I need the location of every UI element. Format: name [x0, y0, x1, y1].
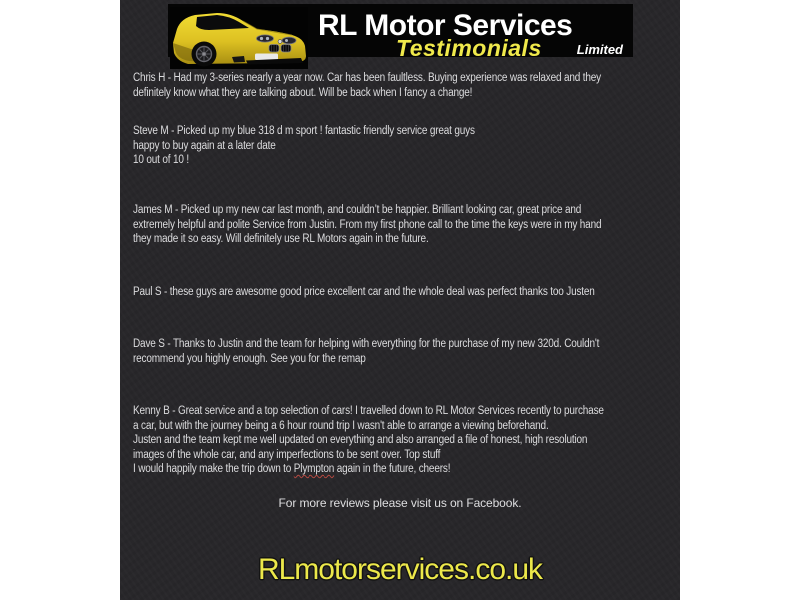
testimonial-line: definitely know what they are talking about. Will be back when I fancy a change!: [133, 86, 473, 99]
testimonial-line: Steve M - Picked up my blue 318 d m sport ! fantastic friendly service great guys: [133, 125, 475, 137]
misspelled-word: Plympton: [293, 463, 335, 475]
testimonial-kenny-b: [133, 404, 604, 477]
yellow-car-image: [170, 7, 308, 69]
testimonial-dave-s: [133, 337, 599, 366]
site-title: RL Motor Services: [318, 9, 573, 42]
testimonial-line: Dave S - Thanks to Justin and the team for helping with everything for the purchase of my new 320d. Couldn't: [133, 338, 600, 350]
testimonial-line: James M - Picked up my new car last month, and couldn’t be happier. Brilliant looking car, great price and: [133, 204, 582, 216]
header-banner: [168, 4, 633, 61]
testimonial-line: Justen and the team kept me well updated on everything and also arranged a file of honest, high resolution: [133, 434, 588, 446]
testimonial-line: a car, but with the journey being a 6 hour round trip I wasn't able to arrange a viewing beforehand.: [133, 419, 549, 432]
testimonial-line: they made it so easy. Will definitely use RL Motors again in the future.: [133, 233, 429, 245]
testimonial-line: Paul S - these guys are awesome good price excellent car and the whole deal was perfect thanks too Justen: [133, 286, 595, 298]
testimonial-line: 10 out of 10 !: [133, 154, 189, 166]
testimonial-line: Kenny B - Great service and a top selection of cars! I travelled down to RL Motor Services recently to purchase: [133, 405, 604, 417]
testimonial-line: I would happily make the trip down to Plympton again in the future, cheers!: [133, 463, 451, 475]
content-panel: [120, 0, 680, 600]
testimonial-line: recommend you highly enough. See you for the remap: [133, 352, 366, 365]
testimonial-james-m: [133, 203, 601, 247]
testimonial-line: Chris H - Had my 3-series nearly a year now. Car has been faultless. Buying experience was relaxed and they: [133, 72, 601, 84]
yellow-car-icon: [170, 7, 308, 69]
testimonial-paul-s: [133, 285, 595, 300]
testimonial-line: extremely helpful and polite Service from Justin. From my first phone call to the time the keys were in my hand: [133, 218, 602, 231]
testimonial-line: images of the whole car, and any imperfections to be sent over. Top stuff: [133, 448, 441, 461]
company-suffix: Limited: [576, 42, 623, 57]
testimonial-line: happy to buy again at a later date: [133, 139, 276, 152]
testimonial-chris-h: [133, 71, 601, 100]
page-title-testimonials: Testimonials: [396, 35, 542, 61]
testimonial-steve-m: [133, 124, 475, 168]
facebook-note: For more reviews please visit us on Facebook.: [278, 496, 522, 510]
website-link[interactable]: RLmotorservices.co.uk: [257, 553, 543, 586]
